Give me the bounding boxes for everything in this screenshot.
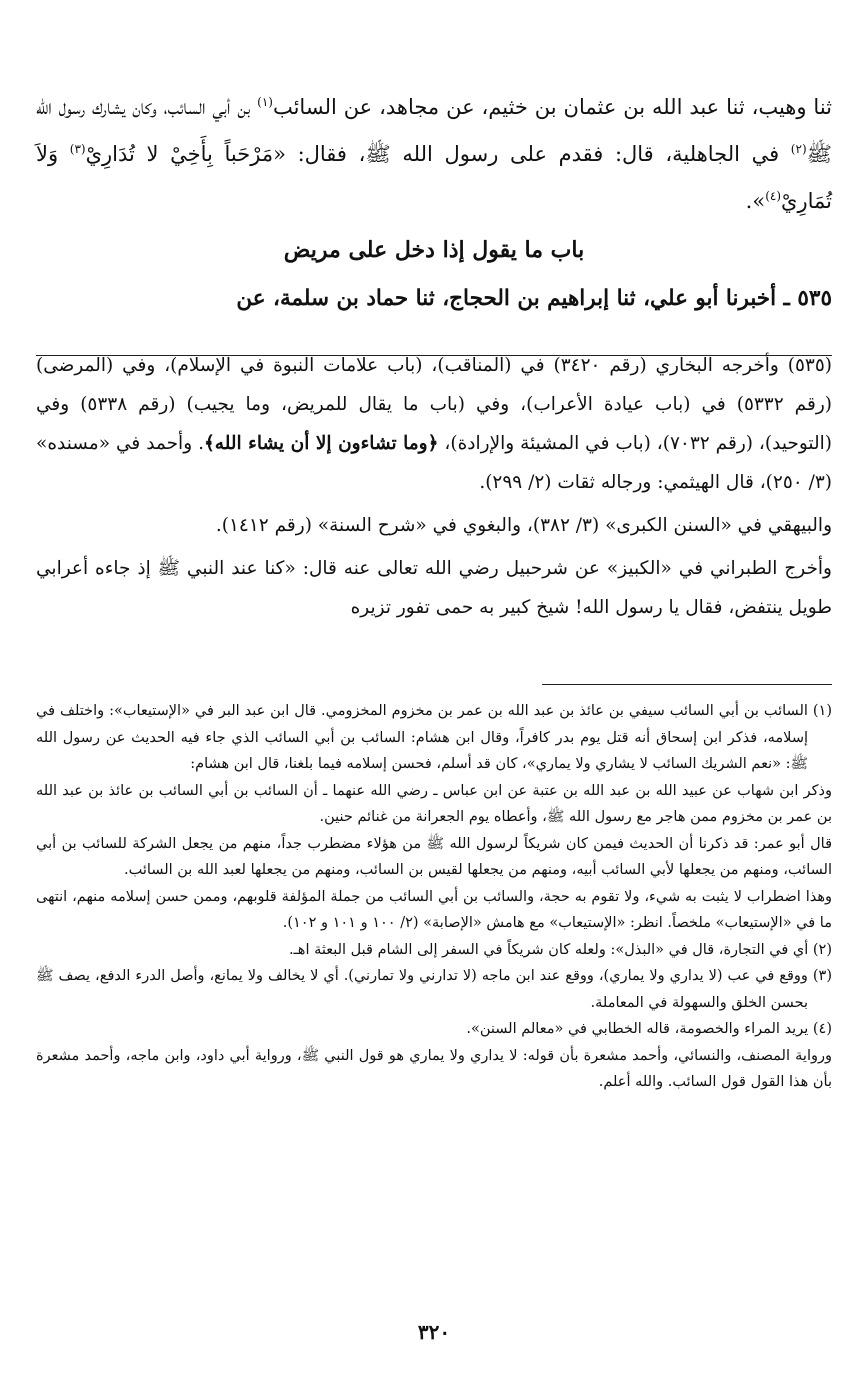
- takhrij-paragraph-1: [36, 346, 832, 502]
- footnote-3: (٣) ووقع في عب (لا يداري ولا يماري)، ووقع عند ابن ماجه (لا تدارني ولا تمارني). أي لا يخالف ولا يمانع، وأصل الدرء الدفع، يصف ﷺ بحسن الخلق والسهولة في المعاملة.: [36, 968, 832, 1011]
- footnote-ref-1[interactable]: (١): [257, 95, 273, 109]
- footnote-1-continued: قال أبو عمر: قد ذكرنا أن الحديث فيمن كان شريكاً لرسول الله ﷺ من هؤلاء مضطرب جداً، منهم من يجعل الشركة للسائب بن أبي السائب، ومنهم من يجعلها لأبي السائب أبيه، ومنهم من يجعلها لقيس بن السائب، ومنهم من يجعلها لعبد الله بن السائب.: [36, 835, 832, 878]
- intro-text-4: وَلاَ تُمَارِيْ: [36, 142, 832, 213]
- takhrij-text: (٥٣٥) وأخرجه البخاري (رقم ٣٤٢٠) في (المناقب)، (باب علامات النبوة في الإسلام)، وفي (المرضى) (رقم ٥٣٣٢) في (باب عيادة الأعراب)، وفي (باب ما يقال للمريض، وما يجيب) (رقم ٥٣٣٨) وفي (التوحيد)، (رقم ٧٠٣٢)، (باب في المشيئة والإرادة)،: [36, 355, 832, 454]
- footnote-2: (٢) أي في التجارة، قال في «البذل»: ولعله كان شريكاً في السفر إلى الشام قبل البعثة اهـ.: [288, 941, 832, 958]
- intro-text-5: ».: [745, 189, 766, 213]
- footnote-1-continued: وذكر ابن شهاب عن عبيد الله بن عبد الله بن عتبة عن ابن عباس ـ رضي الله عنهما ـ أن السائب بن أبي السائب بن عائذ بن عبد الله بن عمر بن مخزوم ممن هاجر مع رسول الله ﷺ، وأعطاه يوم الجعرانة من غنائم حنين.: [36, 782, 832, 825]
- hadith-opening: ٥٣٥ ـ أخبرنا أبو علي، ثنا إبراهيم بن الحجاج، ثنا حماد بن سلمة، عن: [236, 286, 832, 311]
- footnote-separator: [542, 684, 832, 685]
- takhrij-paragraph-2: والبيهقي في «السنن الكبرى» (٣/ ٣٨٢)، والبغوي في «شرح السنة» (رقم ١٤١٢).: [215, 515, 832, 536]
- footnote-4: (٤) يريد المراء والخصومة، قاله الخطابي في «معالم السنن».: [466, 1021, 832, 1037]
- footnote-ref-2[interactable]: (٢): [790, 142, 807, 156]
- chapter-heading: باب ما يقول إذا دخل على مريض: [283, 237, 585, 263]
- footnotes: [36, 698, 832, 1096]
- takhrij-section: [36, 346, 832, 631]
- footnote-ref-4[interactable]: (٤): [765, 189, 782, 203]
- intro-text-3: في الجاهلية، قال: فقدم على رسول الله ﷺ، فقال: «مَرْحَباً بِأَخِيْ لا تُدَارِيْ: [85, 142, 791, 166]
- intro-paragraph: [36, 84, 832, 225]
- intro-text-2: بن أبي السائب، وكان يشارك رسول الله ﷺ: [36, 95, 832, 166]
- main-text: [36, 84, 832, 322]
- quran-quote: ﴿وما تشاءون إلا أن يشاء الله﴾: [203, 433, 439, 454]
- takhrij-paragraph-3: وأخرج الطبراني في «الكبيز» عن شرحبيل رضي الله تعالى عنه قال: «كنا عند النبي ﷺ إذ جاءه أعرابي طويل ينتفض، فقال يا رسول الله! شيخ كبير به حمى تفور تزيره: [36, 558, 832, 618]
- intro-text-1: ثنا وهيب، ثنا عبد الله بن عثمان بن خثيم، عن مجاهد، عن السائب: [272, 95, 833, 119]
- footnote-1: (١) السائب بن أبي السائب سيفي بن عائذ بن عبد الله بن عمر بن مخزوم المخزومي. قال ابن عبد البر في «الإستيعاب»: واختلف في إسلامه، فذكر ابن إسحاق أنه قتل يوم بدر كافراً، وقال ابن هشام: السائب بن أبي السائب الذي جاء فيه الحديث عن رسول الله ﷺ: «نعم الشريك السائب لا يشاري ولا يماري»، كان قد أسلم، فحسن إسلامه فيما بلغنا، قال ابن هشام:: [36, 703, 832, 772]
- footnote-ref-3[interactable]: (٣): [69, 142, 86, 156]
- takhrij-text: . وأحمد في «مسنده» (٣/ ٢٥٠)، قال الهيثمي: ورجاله ثقات (٢/ ٢٩٩).: [36, 433, 832, 493]
- page-number: ٣٢٠: [417, 1320, 451, 1344]
- footnote-1-continued: وهذا اضطراب لا يثبت به شيء، ولا تقوم به حجة، والسائب بن أبي السائب من جملة المؤلفة قلوبهم، وممن حسن إسلامه منهم، انتهى ما في «الإستيعاب» ملخصاً. انظر: «الإستيعاب» مع هامش «الإصابة» (٢/ ١٠٠ و ١٠١ و ١٠٢).: [36, 888, 832, 931]
- footnote-4-continued: ورواية المصنف، والنسائي، وأحمد مشعرة بأن قوله: لا يداري ولا يماري هو قول النبي ﷺ، ورواية أبي داود، وابن ماجه، وأحمد مشعرة بأن هذا القول قول السائب. والله أعلم.: [36, 1047, 832, 1090]
